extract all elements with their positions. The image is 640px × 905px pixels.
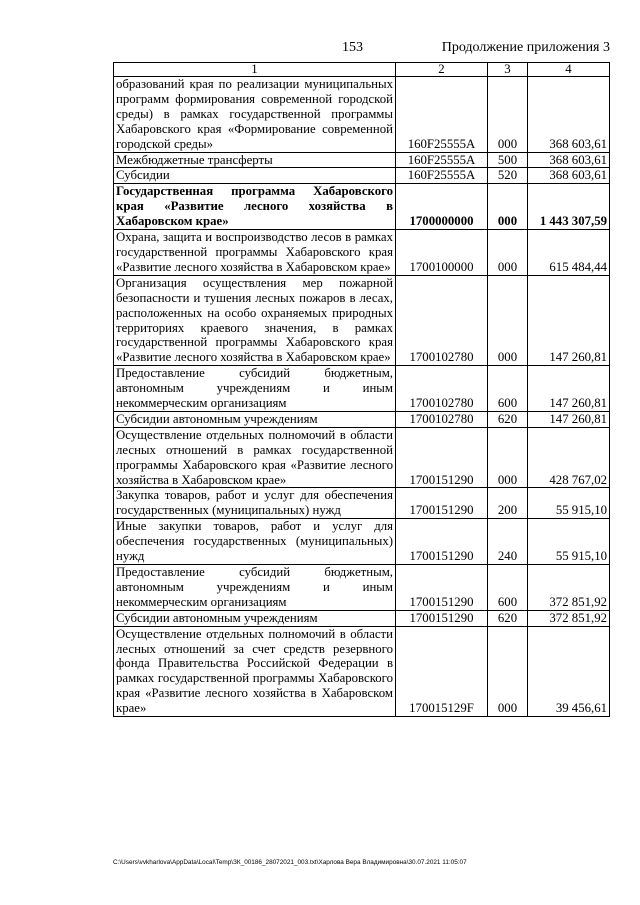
row-sum-cell: 372 851,92 [528, 610, 610, 626]
row-name-cell: Межбюджетные трансферты [114, 152, 396, 168]
row-sum-cell: 1 443 307,59 [528, 184, 610, 230]
row-name-cell: образований края по реализации муниципальных программ формирования современной городской среды) в рамках государственной программы Хабаровского края «Формирование современной городской среды» [114, 77, 396, 153]
row-sum-cell: 39 456,61 [528, 626, 610, 716]
table-row [114, 610, 610, 626]
table-row [114, 230, 610, 276]
row-sum-cell: 147 260,81 [528, 366, 610, 412]
table-row [114, 168, 610, 184]
appendix-continuation-label: Продолжение приложения 3 [441, 40, 610, 55]
row-vr-cell: 620 [488, 411, 528, 427]
table-row [114, 184, 610, 230]
row-sum-cell: 428 767,02 [528, 427, 610, 488]
row-code-cell: 1700151290 [396, 427, 488, 488]
row-sum-cell: 368 603,61 [528, 168, 610, 184]
row-name-cell: Субсидии [114, 168, 396, 184]
table-row [114, 519, 610, 565]
row-code-cell: 160F25555А [396, 152, 488, 168]
table-row [114, 565, 610, 611]
row-vr-cell: 520 [488, 168, 528, 184]
row-code-cell: 160F25555А [396, 168, 488, 184]
row-sum-cell: 372 851,92 [528, 565, 610, 611]
column-header-vr: 3 [488, 63, 528, 77]
row-vr-cell: 000 [488, 77, 528, 153]
table-row [114, 152, 610, 168]
row-code-cell: 1700151290 [396, 519, 488, 565]
page-header [0, 40, 640, 60]
table-row [114, 275, 610, 365]
table-row [114, 427, 610, 488]
file-path-footer: C:\Users\vvkharlova\AppData\Local\Temp\ЗК_00186_28072021_003.txt\Харлова Вера Владимировна\30.07.2021 11:05:07 [113, 859, 467, 866]
row-sum-cell: 147 260,81 [528, 411, 610, 427]
row-vr-cell: 500 [488, 152, 528, 168]
row-code-cell: 1700102780 [396, 275, 488, 365]
row-name-cell: Государственная программа Хабаровского края «Развитие лесного хозяйства в Хабаровском крае» [114, 184, 396, 230]
row-vr-cell: 000 [488, 427, 528, 488]
row-name-cell: Иные закупки товаров, работ и услуг для обеспечения государственных (муниципальных) нужд [114, 519, 396, 565]
row-name-cell: Предоставление субсидий бюджетным, автономным учреждениям и иным некоммерческим организациям [114, 565, 396, 611]
table-row [114, 626, 610, 716]
table-row [114, 411, 610, 427]
row-vr-cell: 000 [488, 626, 528, 716]
table-row [114, 77, 610, 153]
column-header-name: 1 [114, 63, 396, 77]
row-sum-cell: 368 603,61 [528, 77, 610, 153]
row-code-cell: 1700000000 [396, 184, 488, 230]
budget-table [113, 62, 610, 717]
row-sum-cell: 55 915,10 [528, 519, 610, 565]
row-vr-cell: 600 [488, 565, 528, 611]
row-code-cell: 1700151290 [396, 488, 488, 519]
row-sum-cell: 147 260,81 [528, 275, 610, 365]
row-name-cell: Субсидии автономным учреждениям [114, 610, 396, 626]
column-number-row [114, 63, 610, 77]
row-code-cell: 1700151290 [396, 610, 488, 626]
page-number: 153 [342, 40, 363, 55]
row-vr-cell: 000 [488, 230, 528, 276]
row-name-cell: Осуществление отдельных полномочий в области лесных отношений за счет средств резервного фонда Правительства Российской Федерации в рамках государственной программы Хабаровского края «Развитие лесного хозяйства в Хабаровском крае» [114, 626, 396, 716]
row-name-cell: Охрана, защита и воспроизводство лесов в рамках государственной программы Хабаровского края «Развитие лесного хозяйства в Хабаровском крае» [114, 230, 396, 276]
row-vr-cell: 000 [488, 275, 528, 365]
row-name-cell: Субсидии автономным учреждениям [114, 411, 396, 427]
table-row [114, 366, 610, 412]
row-name-cell: Предоставление субсидий бюджетным, автономным учреждениям и иным некоммерческим организациям [114, 366, 396, 412]
row-code-cell: 1700100000 [396, 230, 488, 276]
row-vr-cell: 000 [488, 184, 528, 230]
row-vr-cell: 240 [488, 519, 528, 565]
row-name-cell: Закупка товаров, работ и услуг для обеспечения государственных (муниципальных) нужд [114, 488, 396, 519]
row-sum-cell: 368 603,61 [528, 152, 610, 168]
row-code-cell: 1700102780 [396, 366, 488, 412]
column-header-sum: 4 [528, 63, 610, 77]
row-sum-cell: 55 915,10 [528, 488, 610, 519]
row-name-cell: Осуществление отдельных полномочий в области лесных отношений в рамках государственной программы Хабаровского края «Развитие лесного хозяйства в Хабаровском крае» [114, 427, 396, 488]
row-vr-cell: 200 [488, 488, 528, 519]
row-vr-cell: 600 [488, 366, 528, 412]
row-code-cell: 160F25555А [396, 77, 488, 153]
column-header-code: 2 [396, 63, 488, 77]
row-code-cell: 1700102780 [396, 411, 488, 427]
row-code-cell: 170015129F [396, 626, 488, 716]
row-name-cell: Организация осуществления мер пожарной безопасности и тушения лесных пожаров в лесах, расположенных на особо охраняемых природных территориях краевого значения, в рамках государственной программы Хабаровского края «Развитие лесного хозяйства в Хабаровском крае» [114, 275, 396, 365]
row-vr-cell: 620 [488, 610, 528, 626]
table-row [114, 488, 610, 519]
row-code-cell: 1700151290 [396, 565, 488, 611]
row-sum-cell: 615 484,44 [528, 230, 610, 276]
